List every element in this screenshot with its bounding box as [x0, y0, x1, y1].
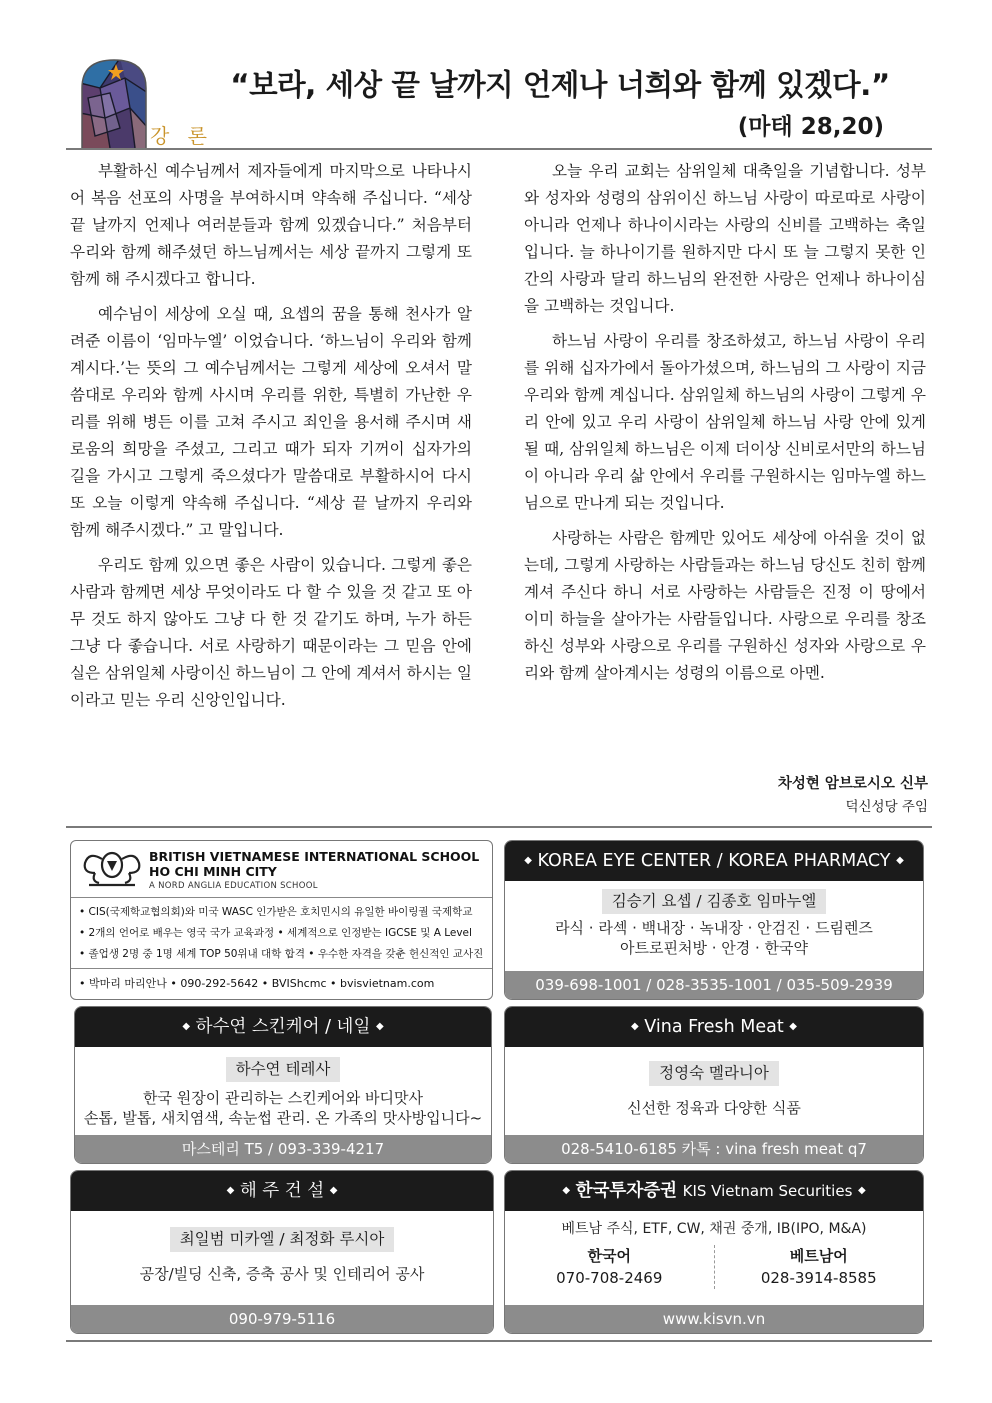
article-left-column: [70, 158, 472, 722]
ad-header: ◆ 하수연 스킨케어 / 네일 ◆: [75, 1007, 491, 1047]
scripture-reference: (마태 28,20): [737, 114, 884, 140]
ad-skincare: [74, 1006, 492, 1164]
school-divider: [71, 968, 492, 969]
kis-language-korean: 한국어: [587, 1247, 631, 1265]
ad-phone: 마스테리 T5 / 093-339-4217: [75, 1135, 491, 1163]
header-divider: [66, 148, 932, 150]
page-title: “보라, 세상 끝 날까지 언제나 너희와 함께 있겠다.”: [230, 68, 890, 102]
article-paragraph: 부활하신 예수님께서 제자들에게 마지막으로 나타나시어 복음 선포의 사명을 부여하시며 약속해 주십니다. “세상 끝 날까지 언제나 여러분들과 함께 있겠습니다.” 처음부터 우리와 함께 해주셨던 하느님께서는 세상 끝까지 그렇게 또 함께 해 주시겠다고 합니다.: [70, 162, 472, 288]
kis-language-vietnamese: 베트남어: [789, 1247, 848, 1265]
ad-header: ◆ 한국투자증권 KIS Vietnam Securities ◆: [505, 1171, 923, 1211]
school-bullet: • 2개의 언어로 배우는 영국 국가 교육과정 • 세계적으로 인정받는 IGCSE 및 A Level: [79, 927, 472, 939]
article-right-column: [524, 158, 926, 695]
ad-description: 손톱, 발톱, 새치염색, 속눈썹 관리. 온 가족의 맛사방입니다~: [83, 1109, 483, 1127]
article-paragraph: 사랑하는 사람은 함께만 있어도 세상에 아쉬울 것이 없는데, 그렇게 사랑하는 사람들과는 하느님 당신도 친히 함께 계셔 주신다 하니 서로 사랑하는 사람들은 진정 이 땅에서 이미 하늘을 살아가는 사람들입니다. 사랑으로 우리를 창조하신 성부와 사랑으로 우리를 구원하신 성자와 사랑으로 우리와 함께 살아계시는 성령의 이름으로 아멘.: [524, 529, 926, 682]
school-bullet: • CIS(국제학교협의회)와 미국 WASC 인가받은 호치민시의 유일한 바이링궐 국제학교: [79, 906, 473, 918]
ad-contact-names: 김승기 요셉 / 김종호 임마누엘: [602, 889, 827, 914]
ad-korea-eye-center: [504, 840, 924, 1000]
ad-description: 라식 · 라섹 · 백내장 · 녹내장 · 안검진 · 드림렌즈: [555, 919, 873, 937]
ad-phone: 090-979-5116: [71, 1305, 493, 1333]
school-divider: [71, 897, 492, 898]
ad-description: 신선한 정육과 다양한 식품: [627, 1099, 801, 1117]
school-crest-icon: [81, 847, 143, 889]
school-subtitle: A NORD ANGLIA EDUCATION SCHOOL: [149, 881, 318, 891]
ad-description: 아트로핀처방 · 안경 · 한국약: [620, 939, 808, 957]
author-signature: [778, 772, 928, 818]
ad-header: ◆ Vina Fresh Meat ◆: [505, 1007, 923, 1047]
section-label: 강 론: [150, 124, 213, 148]
ad-school: [70, 840, 493, 1000]
ad-kis-securities: [504, 1170, 924, 1334]
article-paragraph: 하느님 사랑이 우리를 창조하셨고, 하느님 사랑이 우리를 위해 십자가에서 돌아가셨으며, 하느님의 그 사랑이 지금 우리와 함께 계십니다. 삼위일체 하느님의 사랑이 그렇게 우리 안에 있고 우리 사랑이 삼위일체 하느님 사랑 안에 있게 될 때, 삼위일체 하느님은 이제 더이상 신비로서만의 하느님이 아니라 우리 삶 안에서 우리를 구원하시는 임마누엘 하느님으로 만나게 되는 것입니다.: [524, 332, 926, 512]
ad-contact-names: 정영숙 멜라니아: [649, 1061, 779, 1086]
school-bullet: • 졸업생 2명 중 1명 세계 TOP 50위내 대학 합격 • 우수한 자격을 갖춘 헌신적인 교사진: [79, 948, 484, 960]
ad-header: ◆ KOREA EYE CENTER / KOREA PHARMACY ◆: [505, 841, 923, 881]
ad-contact-names: 하수연 테레사: [226, 1057, 341, 1082]
kis-phone-vietnamese: 028-3914-8585: [760, 1269, 877, 1287]
ad-description: 한국 원장이 관리하는 스킨케어와 바디맛사: [143, 1089, 423, 1107]
school-name: BRITISH VIETNAMESE INTERNATIONAL SCHOOL HO CHI MINH CITY: [149, 849, 480, 879]
ad-description: 베트남 주식, ETF, CW, 채권 중개, IB(IPO, M&A): [561, 1221, 867, 1237]
article-paragraph: 예수님이 세상에 오실 때, 요셉의 꿈을 통해 천사가 알려준 이름이 ‘임마누엘’ 이었습니다. ‘하느님이 우리와 함께 계시다.’는 뜻의 그 예수님께서는 그렇게 세상에 오셔서 말씀대로 우리와 함께 사시며 우리를 위한, 특별히 가난한 우리를 위해 병든 이를 고쳐 주시고 죄인을 용서해 주시며 새로움의 희망을 주셨고, 그리고 때가 되자 기꺼이 십자가의 길을 가시고 그렇게 죽으셨다가 말씀대로 부활하시어 다시 또 오늘 이렇게 약속해 주십니다. “세상 끝 날까지 우리와 함께 해주시겠다.” 고 말입니다.: [70, 305, 472, 539]
ad-description: 공장/빌딩 신축, 증축 공사 및 인테리어 공사: [139, 1265, 425, 1283]
ad-contact-names: 최일범 미카엘 / 최정화 루시아: [170, 1227, 395, 1252]
ad-construction: [70, 1170, 494, 1334]
article-paragraph: 우리도 함께 있으면 좋은 사람이 있습니다. 그렇게 좋은 사람과 함께면 세상 무엇이라도 다 할 수 있을 것 같고 또 아무 것도 하지 않아도 그냥 다 한 것 같기도 하며, 누가 하든 그냥 다 좋습니다. 서로 사랑하기 때문이라는 그 믿음 안에 실은 삼위일체 사랑이신 하느님이 그 안에 계셔서 하시는 일이라고 믿는 우리 신앙인입니다.: [70, 556, 472, 709]
footer-divider: [66, 1340, 932, 1342]
stained-glass-logo: [80, 58, 148, 148]
article-paragraph: 오늘 우리 교회는 삼위일체 대축일을 기념합니다. 성부와 성자와 성령의 삼위이신 하느님 사랑이 따로따로 사랑이 아니라 언제나 하나이시라는 사랑의 신비를 고백하는 축일입니다. 늘 하나이기를 원하지만 다시 또 늘 그렇지 못한 인간의 사랑과 달리 하느님의 완전한 사랑은 언제나 하나이심을 고백하는 것입니다.: [524, 162, 926, 315]
ad-phone: 039-698-1001 / 028-3535-1001 / 035-509-2939: [505, 971, 923, 999]
ad-header: ◆ 해 주 건 설 ◆: [71, 1171, 493, 1211]
ad-website: www.kisvn.vn: [505, 1305, 923, 1333]
ad-vina-fresh-meat: [504, 1006, 924, 1164]
school-contact: • 박마리 마리안나 • 090-292-5642 • BVIShcmc • bvisvietnam.com: [79, 977, 435, 990]
article-divider: [66, 826, 932, 828]
author-role: 덕신성당 주임: [845, 799, 928, 815]
author-name: 차성현 암브로시오 신부: [777, 776, 928, 792]
kis-phone-korean: 070-708-2469: [556, 1269, 663, 1287]
ad-phone: 028-5410-6185 카톡 : vina fresh meat q7: [505, 1135, 923, 1163]
